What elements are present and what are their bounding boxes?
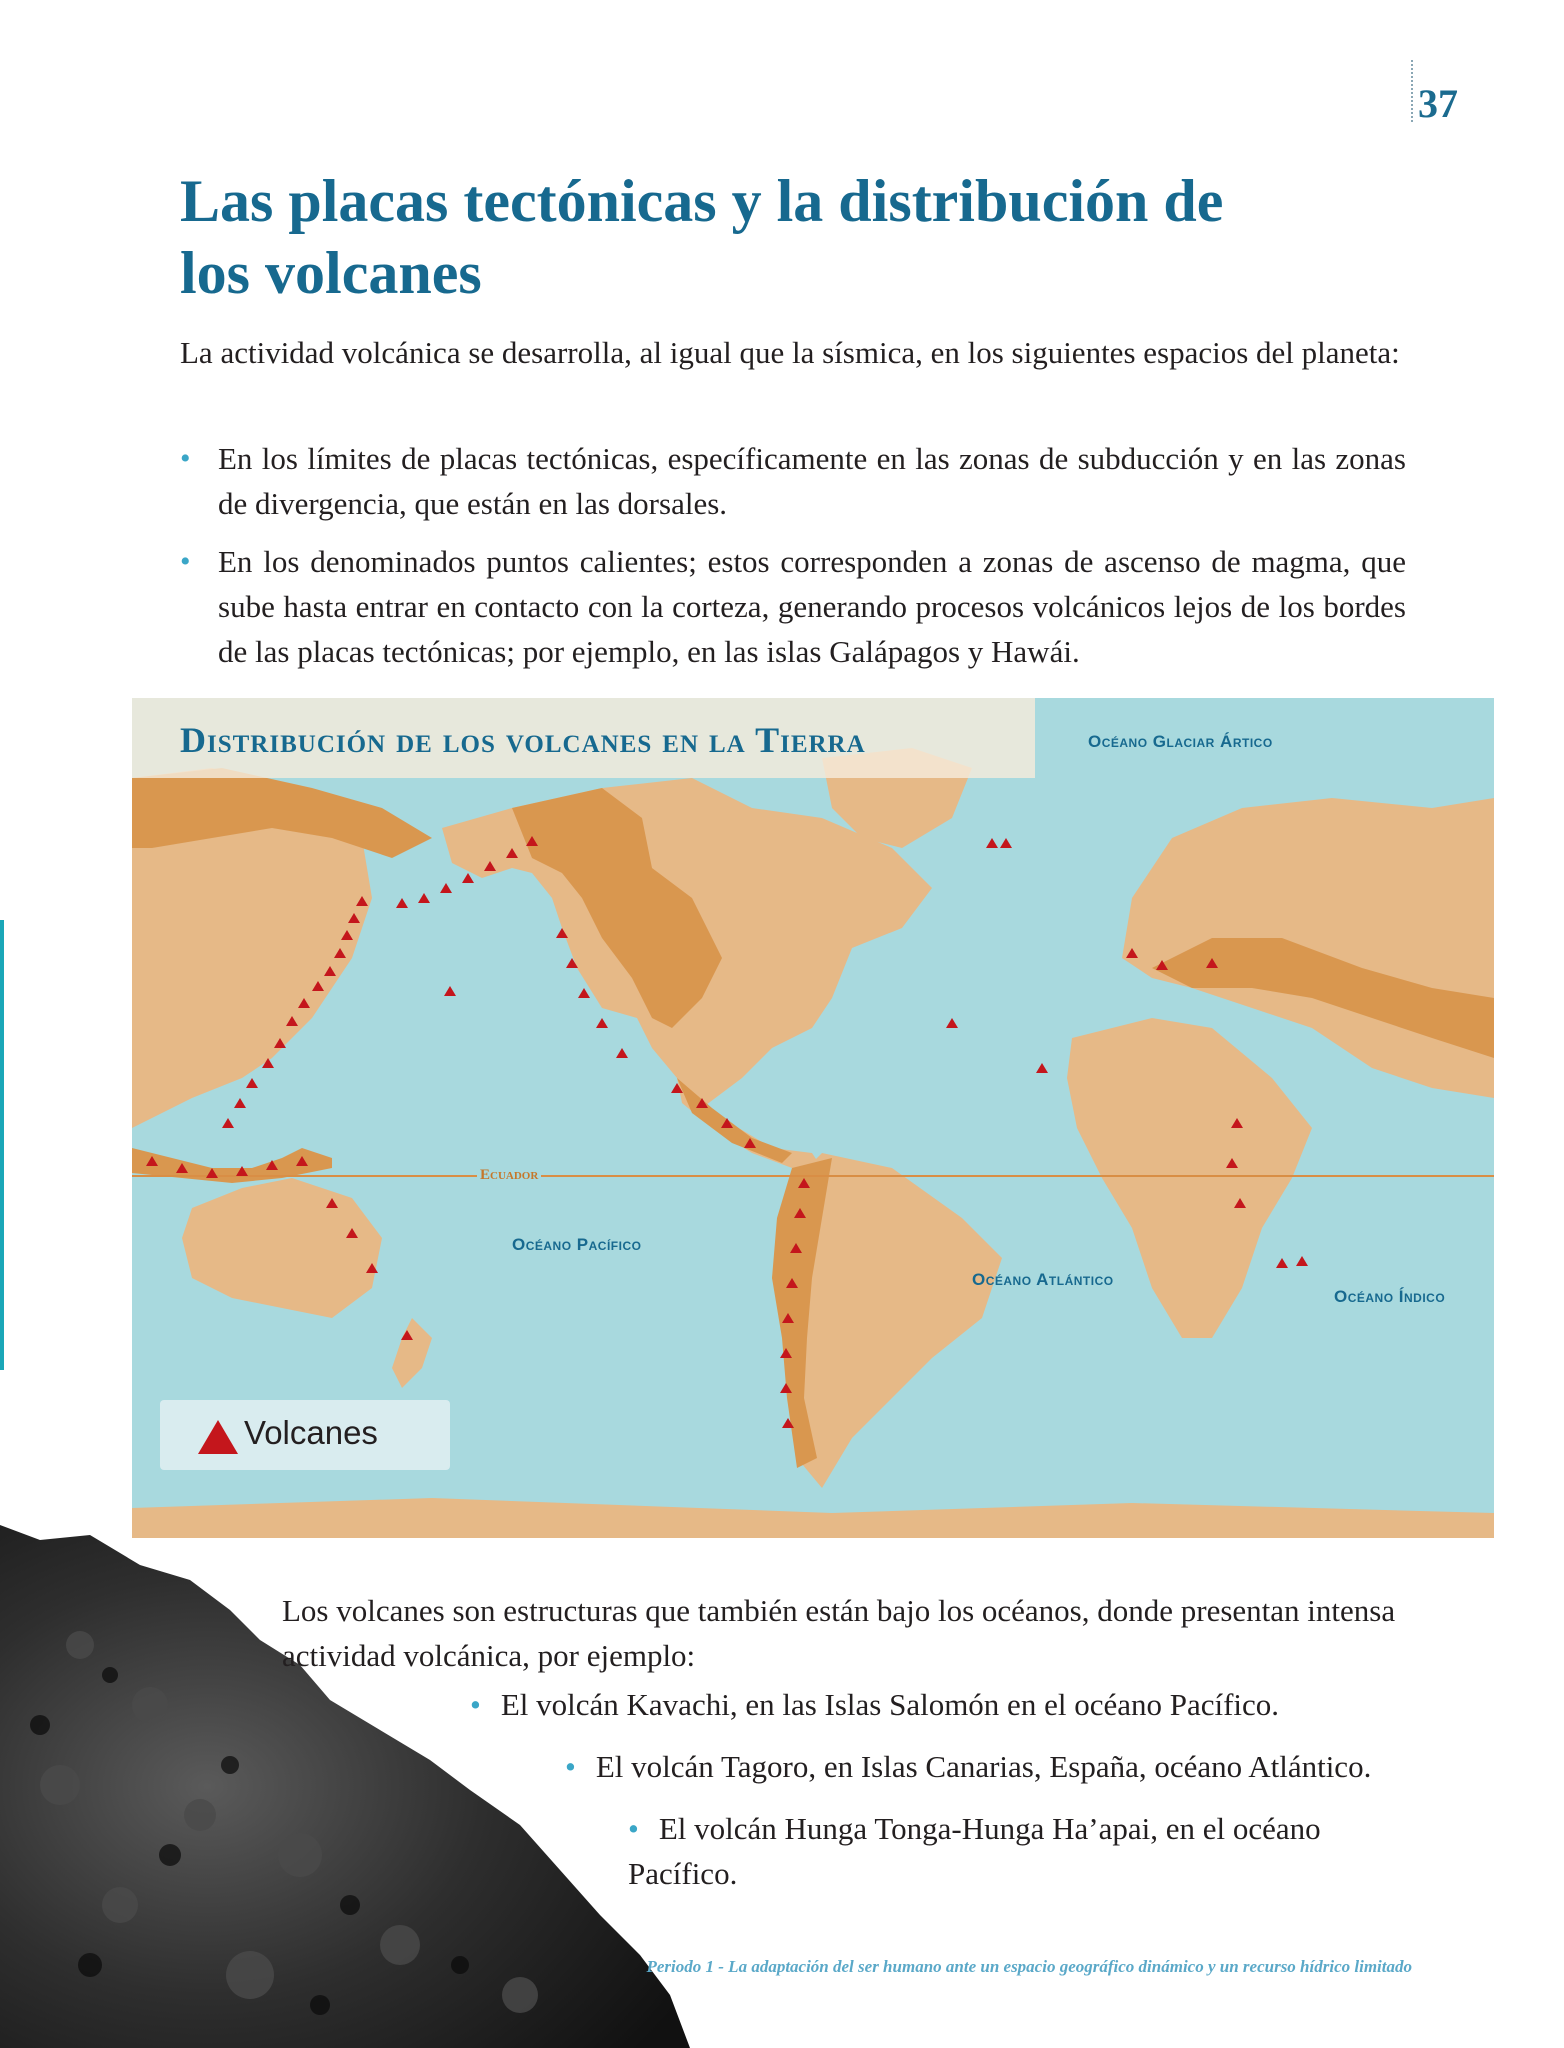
bullet-dot-icon: • [565, 1749, 576, 1784]
volcano-marker [444, 986, 456, 996]
africa-land [1067, 1018, 1312, 1338]
volcano-marker [986, 838, 998, 848]
oceanic-volcanoes-paragraph: Los volcanes son estructuras que también están bajo los océanos, donde presentan intensa actividad volcánica, por ejemplo: [282, 1593, 1396, 1673]
volcano-marker [396, 898, 408, 908]
map-title: Distribución de los volcanes en la Tierra [180, 720, 866, 760]
bullet-dot-icon: • [628, 1811, 639, 1846]
bullet-item [180, 436, 1406, 526]
volcano-marker [946, 1018, 958, 1028]
new-zealand-land [392, 1318, 432, 1388]
volcano-marker [418, 893, 430, 903]
volcano-marker [246, 1078, 258, 1088]
example-item [470, 1682, 1279, 1727]
australia-land [182, 1178, 382, 1318]
ocean-label-atlantic: Océano Atlántico [972, 1270, 1114, 1289]
volcano-marker [1276, 1258, 1288, 1268]
page-title: Las placas tectónicas y la distribución de los volcanes [180, 168, 1224, 306]
map-title-box [132, 698, 1035, 778]
bullet-text: En los límites de placas tectónicas, específicamente en las zonas de subducción y en las zonas de divergencia, que están en las dorsales. [218, 441, 1406, 521]
legend-label: Volcanes [244, 1414, 378, 1451]
ocean-label-indian: Océano Índico [1334, 1287, 1446, 1306]
volcano-marker [440, 883, 452, 893]
volcano-marker [616, 1048, 628, 1058]
page-number-rule [1411, 60, 1413, 122]
ocean-label-arctic: Océano Glaciar Ártico [1088, 732, 1273, 751]
example-item [628, 1806, 1408, 1896]
equator-label: Ecuador [477, 1167, 541, 1184]
example-text: El volcán Hunga Tonga-Hunga Ha’apai, en el océano Pacífico. [628, 1811, 1321, 1891]
bullet-dot-icon: • [470, 1687, 481, 1722]
example-text: El volcán Kavachi, en las Islas Salomón en el océano Pacífico. [500, 1687, 1280, 1722]
volcano-marker [578, 988, 590, 998]
ocean-label-pacific: Océano Pacífico [512, 1235, 642, 1254]
volcano-marker [596, 1018, 608, 1028]
bullet-dot-icon: • [180, 442, 191, 475]
example-item [565, 1744, 1371, 1789]
volcano-marker [234, 1098, 246, 1108]
bullet-list [180, 436, 1406, 687]
volcano-marker [462, 873, 474, 883]
page-footer: Periodo 1 - La adaptación del ser humano ante un espacio geográfico dinámico y un recurso hídrico limitado [646, 1957, 1412, 1976]
volcano-map [132, 698, 1494, 1538]
map-legend [160, 1400, 450, 1470]
page-number: 37 [1418, 81, 1458, 126]
bullet-item [180, 539, 1406, 674]
volcano-marker [1036, 1063, 1048, 1073]
bullet-dot-icon: • [180, 545, 191, 578]
volcano-marker [1296, 1256, 1308, 1266]
bullet-text: En los denominados puntos calientes; estos corresponden a zonas de ascenso de magma, que sube hasta entrar en contacto con la corteza, generando procesos volcánicos lejos de los bordes de las placas tectónicas; por ejemplo, en las islas Galápagos y Hawái. [218, 544, 1406, 669]
volcano-triangle-icon [198, 1420, 238, 1454]
volcano-marker [222, 1118, 234, 1128]
left-edge-accent [0, 920, 4, 1370]
intro-paragraph: La actividad volcánica se desarrolla, al igual que la sísmica, en los siguientes espacios del planeta: [180, 335, 1400, 370]
example-text: El volcán Tagoro, en Islas Canarias, España, océano Atlántico. [595, 1749, 1372, 1784]
volcano-marker [1000, 838, 1012, 848]
